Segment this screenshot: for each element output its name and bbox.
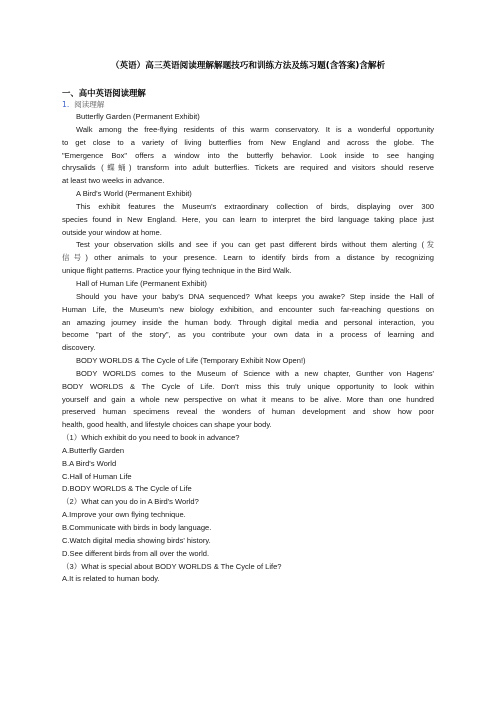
paragraph-line: BODY WORLDS comes to the Museum of Science with a new chapter, Gunther von Hagens' [76, 368, 434, 378]
question-label: 阅读理解 [74, 100, 105, 109]
paragraph-line: become "part of the story", as you contribute your own data in a process of learning and [62, 330, 434, 340]
exhibit-title-bird: A Bird's World (Permanent Exhibit) [76, 189, 192, 199]
passage [62, 111, 434, 586]
paragraph-line: to get close to a variety of living butterflies from New England and across the globe. The [62, 137, 434, 147]
paragraph-line: unique flight patterns. Practice your flying technique in the Bird Walk. [62, 266, 292, 276]
exhibit-title-butterfly: Butterfly Garden (Permanent Exhibit) [76, 112, 200, 121]
paragraph-line: at least two weeks in advance. [62, 176, 165, 186]
paragraph-line: Test your observation skills and see if you can get past different birds without them alerting (发 [76, 240, 434, 250]
paragraph-line: Human Life, the Museum's new biology exhibition, and encounter such far-reaching questions on [62, 304, 434, 314]
paragraph-line: This exhibit features the Museum's extraordinary collection of birds, displaying over 300 [76, 201, 434, 211]
question-stem: （3）What is special about BODY WORLDS & The Cycle of Life? [62, 561, 282, 571]
paragraph-line: Should you have your baby's DNA sequenced? What keeps you awake? Step inside the Hall of [76, 291, 434, 301]
paragraph-line: 信号) other animals to your presence. Learn to identify birds from a distance by recognizing [62, 253, 434, 263]
question-stem: （2）What can you do in A Bird's World? [62, 497, 199, 507]
answer-option: C.Watch digital media showing birds' history. [62, 535, 211, 545]
paragraph-line: health, good health, and lifestyle choices can shape your body. [62, 420, 272, 430]
paragraph-line: Walk among the free-flying residents of this warm conservatory. It is a wonderful opportunity [76, 124, 434, 134]
answer-option: A.Butterfly Garden [62, 445, 125, 455]
exhibit-title-human: Hall of Human Life (Permanent Exhibit) [76, 278, 207, 288]
question-stem: （1）Which exhibit do you need to book in advance? [62, 433, 240, 443]
section-heading: 一、高中英语阅读理解 [62, 88, 146, 98]
page-title: （英语）高三英语阅读理解解题技巧和训练方法及练习题(含答案)含解析 [110, 61, 386, 71]
question-heading [62, 99, 104, 112]
paragraph-line: "Emergence Box" offers a window into the butterfly behavior. Look inside to see hanging [62, 150, 434, 160]
paragraph-line: BODY WORLDS & The Cycle of Life. Don't miss this truly unique opportunity to look within [62, 381, 434, 391]
answer-option: D.BODY WORLDS & The Cycle of Life [62, 484, 192, 494]
answer-option: A.It is related to human body. [62, 574, 160, 584]
paragraph-line: chrysalids (蝶蛹) transform into adult butterflies. Tickets are required and visitors should reserve [62, 163, 434, 173]
answer-option: C.Hall of Human Life [62, 471, 132, 481]
paragraph-line: outside your window at home. [62, 227, 162, 237]
answer-option: B.Communicate with birds in body language. [62, 523, 212, 532]
paragraph-line: yourself and gain a whole new perspective on what it means to be alive. More than one hundred [62, 394, 434, 404]
paragraph-line: species found in New England. Here, you can learn to interpret the bird language taking place just [62, 214, 434, 224]
answer-option: D.See different birds from all over the world. [62, 548, 210, 558]
exhibit-title-body-worlds: BODY WORLDS & The Cycle of Life (Temporary Exhibit Now Open!) [76, 356, 306, 366]
answer-option: A.Improve your own flying technique. [62, 510, 186, 520]
answer-option: B.A Bird's World [62, 458, 117, 468]
question-number: 1. [62, 100, 70, 109]
paragraph-line: discovery. [62, 343, 96, 353]
paragraph-line: preserved human specimens reveal the wonders of human development and show how poor [62, 407, 434, 417]
paragraph-line: an amazing journey inside the human body. Through digital media and personal interaction, you [62, 317, 434, 327]
